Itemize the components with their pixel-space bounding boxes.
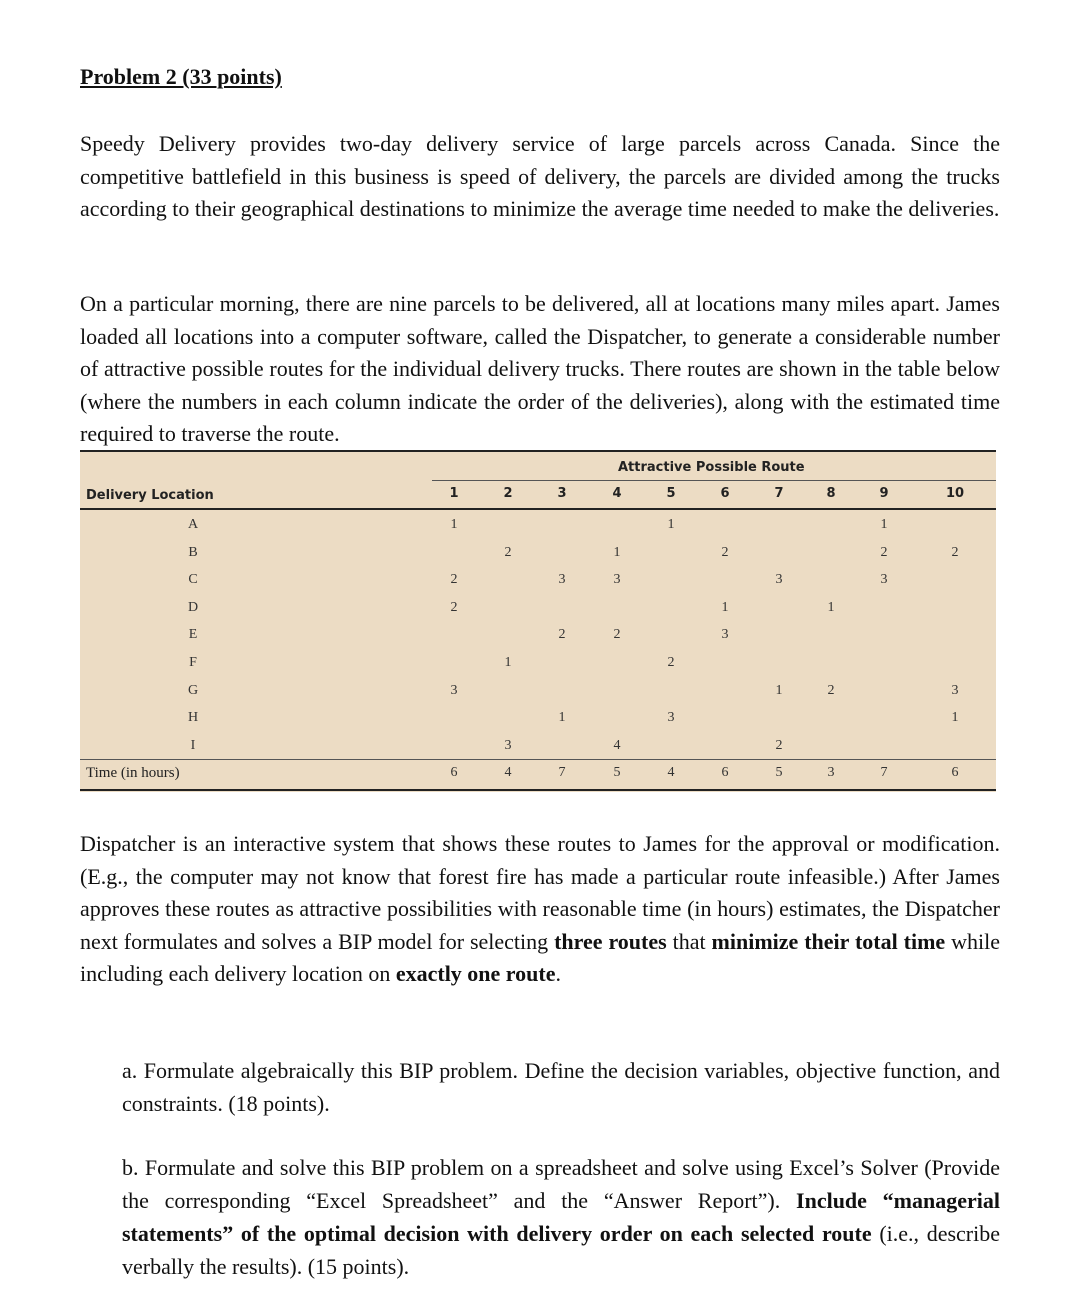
table-cell bbox=[710, 566, 740, 594]
table-cell bbox=[602, 594, 632, 622]
table-cell bbox=[602, 704, 632, 732]
table-cell: 2 bbox=[721, 544, 729, 560]
table-cell bbox=[547, 511, 577, 539]
table-cell bbox=[869, 649, 899, 677]
table-cell: 3 bbox=[775, 572, 783, 588]
table-cell: 3 bbox=[880, 572, 888, 588]
table-cell bbox=[656, 594, 686, 622]
question-a bbox=[122, 1054, 1000, 1120]
route-header: 9 bbox=[879, 486, 889, 501]
time-cell: 7 bbox=[880, 765, 888, 780]
route-header: 2 bbox=[503, 486, 513, 501]
location-label: F bbox=[189, 655, 197, 670]
table-cell bbox=[547, 649, 577, 677]
table-cell bbox=[656, 566, 686, 594]
location-label: G bbox=[187, 682, 199, 698]
table-cell: 3 bbox=[667, 710, 675, 726]
table-cell bbox=[439, 621, 469, 649]
route-header: 8 bbox=[826, 486, 836, 501]
table-cell bbox=[439, 704, 469, 732]
group-header: Attractive Possible Route bbox=[618, 460, 805, 475]
table-cell bbox=[764, 649, 794, 677]
time-cell: 6 bbox=[951, 765, 959, 780]
time-cell: 5 bbox=[613, 765, 621, 780]
table-cell bbox=[816, 539, 846, 567]
table-cell bbox=[602, 649, 632, 677]
table-row bbox=[80, 704, 996, 732]
table-cell bbox=[940, 621, 970, 649]
table-row bbox=[80, 677, 996, 705]
routes-table bbox=[80, 450, 996, 792]
table-cell bbox=[710, 649, 740, 677]
table-cell bbox=[764, 621, 794, 649]
table-cell bbox=[940, 511, 970, 539]
table-cell bbox=[869, 594, 899, 622]
table-cell: 2 bbox=[667, 655, 675, 670]
table-cell bbox=[764, 594, 794, 622]
table-cell: 2 bbox=[504, 544, 512, 560]
table-cell bbox=[547, 594, 577, 622]
time-row bbox=[80, 759, 996, 787]
group-rule bbox=[432, 480, 996, 481]
table-row bbox=[80, 511, 996, 539]
route-header: 10 bbox=[945, 486, 965, 501]
table-cell: 3 bbox=[613, 572, 621, 588]
table-cell bbox=[547, 539, 577, 567]
p3-bold-minimize: minimize their total time bbox=[711, 928, 946, 954]
table-cell bbox=[816, 704, 846, 732]
table-cell: 1 bbox=[827, 599, 835, 615]
time-cell: 3 bbox=[827, 765, 835, 780]
table-cell bbox=[816, 566, 846, 594]
table-cell: 2 bbox=[951, 544, 959, 560]
table-cell bbox=[656, 677, 686, 705]
table-cell: 2 bbox=[613, 627, 621, 643]
table-cell: 3 bbox=[951, 682, 959, 698]
time-label: Time (in hours) bbox=[86, 765, 180, 781]
table-cell: 1 bbox=[504, 655, 512, 670]
time-cell: 4 bbox=[667, 765, 675, 780]
table-cell bbox=[764, 539, 794, 567]
location-label: C bbox=[188, 572, 198, 588]
table-cell: 4 bbox=[613, 737, 621, 753]
table-cell bbox=[710, 732, 740, 760]
table-cell: 2 bbox=[558, 627, 566, 643]
table-cell: 1 bbox=[951, 710, 959, 726]
p3-bold-exactly-one: exactly one route bbox=[395, 961, 556, 986]
table-cell bbox=[493, 704, 523, 732]
time-cell: 5 bbox=[775, 765, 783, 780]
table-cell: 1 bbox=[667, 517, 675, 532]
route-header: 1 bbox=[449, 486, 459, 501]
question-a-text: a. Formulate algebraically this BIP problem. Define the decision variables, objective function, and constraints. (18 points). bbox=[122, 1058, 1000, 1116]
location-label: B bbox=[188, 544, 198, 560]
question-b bbox=[122, 1151, 1000, 1283]
table-row bbox=[80, 566, 996, 594]
location-label: H bbox=[187, 710, 199, 726]
table-cell: 3 bbox=[721, 627, 729, 643]
table-cell bbox=[602, 511, 632, 539]
routes-paragraph: On a particular morning, there are nine parcels to be delivered, all at locations many miles apart. James loaded all locations into a computer software, called the Dispatcher, to generate a considerable number of attractive possible routes for the individual delivery trucks. There routes are shown in the table below (where the numbers in each column indicate the order of the deliveries), along with the estimated time required to traverse the route. bbox=[80, 291, 1000, 446]
route-header: 6 bbox=[720, 486, 730, 501]
table-bottom-rule bbox=[80, 789, 996, 791]
table-cell bbox=[816, 732, 846, 760]
table-cell: 1 bbox=[880, 517, 888, 532]
table-cell: 1 bbox=[450, 517, 458, 532]
table-cell bbox=[816, 649, 846, 677]
table-cell bbox=[710, 511, 740, 539]
table-cell bbox=[869, 732, 899, 760]
intro-paragraph: Speedy Delivery provides two-day delivery service of large parcels across Canada. Since the competitive battlefield in this business is speed of delivery, the parcels are divided among the trucks according to their geographical destinations to minimize the average time needed to make the deliveries. bbox=[80, 131, 1000, 221]
table-cell: 3 bbox=[504, 737, 512, 753]
p3-text-4: . bbox=[555, 961, 562, 986]
table-cell: 1 bbox=[721, 599, 729, 615]
table-cell: 2 bbox=[450, 572, 458, 588]
table-cell bbox=[602, 677, 632, 705]
p3-text-1: Dispatcher is an interactive system that shows these routes to James for the approval or modification. (E.g., the computer may not know that forest fire has made a particular route infeasible.) After James approves these routes as attractive possibilities with reasonable time (in hours) estimates, the Dispatcher next formulates and solves a BIP model for selecting bbox=[80, 831, 1000, 954]
question-b-bold: Include “managerial statements” of the optimal decision with delivery order on each selected route bbox=[122, 1188, 1000, 1246]
question-b-text-2: (i.e., describe verbally the results). (15 points). bbox=[122, 1221, 1000, 1279]
table-cell bbox=[940, 594, 970, 622]
route-header: 5 bbox=[666, 486, 676, 501]
table-cell: 2 bbox=[450, 599, 458, 615]
table-cell bbox=[816, 621, 846, 649]
table-cell bbox=[439, 732, 469, 760]
table-cell: 1 bbox=[558, 710, 566, 726]
p3-text-2: that bbox=[666, 928, 712, 954]
dispatcher-paragraph bbox=[80, 828, 1000, 991]
problem-heading: Problem 2 (33 points) bbox=[80, 64, 282, 89]
table-row bbox=[80, 539, 996, 567]
route-header: 4 bbox=[612, 486, 622, 501]
table-cell: 3 bbox=[558, 572, 566, 588]
table-cell bbox=[656, 621, 686, 649]
table-cell bbox=[439, 649, 469, 677]
table-cell: 1 bbox=[775, 682, 783, 698]
table-row bbox=[80, 621, 996, 649]
table-cell bbox=[940, 732, 970, 760]
question-b-text-1: b. Formulate and solve this BIP problem on a spreadsheet and solve using Excel’s Solver (Provide the corresponding “Excel Spreadsheet” and the “Answer Report”). bbox=[122, 1155, 1000, 1213]
location-label: E bbox=[188, 627, 198, 643]
route-header: 3 bbox=[557, 486, 567, 501]
table-cell bbox=[869, 704, 899, 732]
table-cell: 2 bbox=[880, 544, 888, 560]
p3-bold-three-routes: three routes bbox=[554, 928, 667, 954]
location-label: D bbox=[187, 599, 199, 615]
table-cell bbox=[656, 732, 686, 760]
p3-text-3: while including each delivery location on bbox=[80, 928, 1000, 986]
location-label: A bbox=[187, 517, 199, 532]
time-cell: 6 bbox=[450, 765, 458, 780]
table-cell: 1 bbox=[613, 544, 621, 560]
route-header: 7 bbox=[774, 486, 784, 501]
table-row bbox=[80, 594, 996, 622]
table-cell: 3 bbox=[450, 682, 458, 698]
location-label: I bbox=[190, 737, 196, 753]
table-cell bbox=[547, 732, 577, 760]
row-header: Delivery Location bbox=[86, 488, 214, 503]
table-cell bbox=[869, 621, 899, 649]
time-cell: 4 bbox=[504, 765, 512, 780]
time-cell: 7 bbox=[558, 765, 566, 780]
table-cell bbox=[493, 677, 523, 705]
table-cell bbox=[816, 511, 846, 539]
table-cell bbox=[764, 704, 794, 732]
table-cell bbox=[439, 539, 469, 567]
table-cell bbox=[764, 511, 794, 539]
header-rule bbox=[80, 508, 996, 510]
table-cell bbox=[710, 704, 740, 732]
time-cell: 6 bbox=[721, 765, 729, 780]
table-cell bbox=[710, 677, 740, 705]
table-cell bbox=[940, 566, 970, 594]
table-top-rule bbox=[80, 450, 996, 452]
table-row bbox=[80, 732, 996, 760]
table-cell bbox=[940, 649, 970, 677]
table-cell bbox=[493, 511, 523, 539]
table-cell bbox=[493, 621, 523, 649]
table-cell bbox=[656, 539, 686, 567]
table-cell bbox=[493, 594, 523, 622]
table-cell bbox=[869, 677, 899, 705]
table-row bbox=[80, 649, 996, 677]
table-cell: 2 bbox=[775, 737, 783, 753]
table-cell: 2 bbox=[827, 682, 835, 698]
table-cell bbox=[547, 677, 577, 705]
table-cell bbox=[493, 566, 523, 594]
